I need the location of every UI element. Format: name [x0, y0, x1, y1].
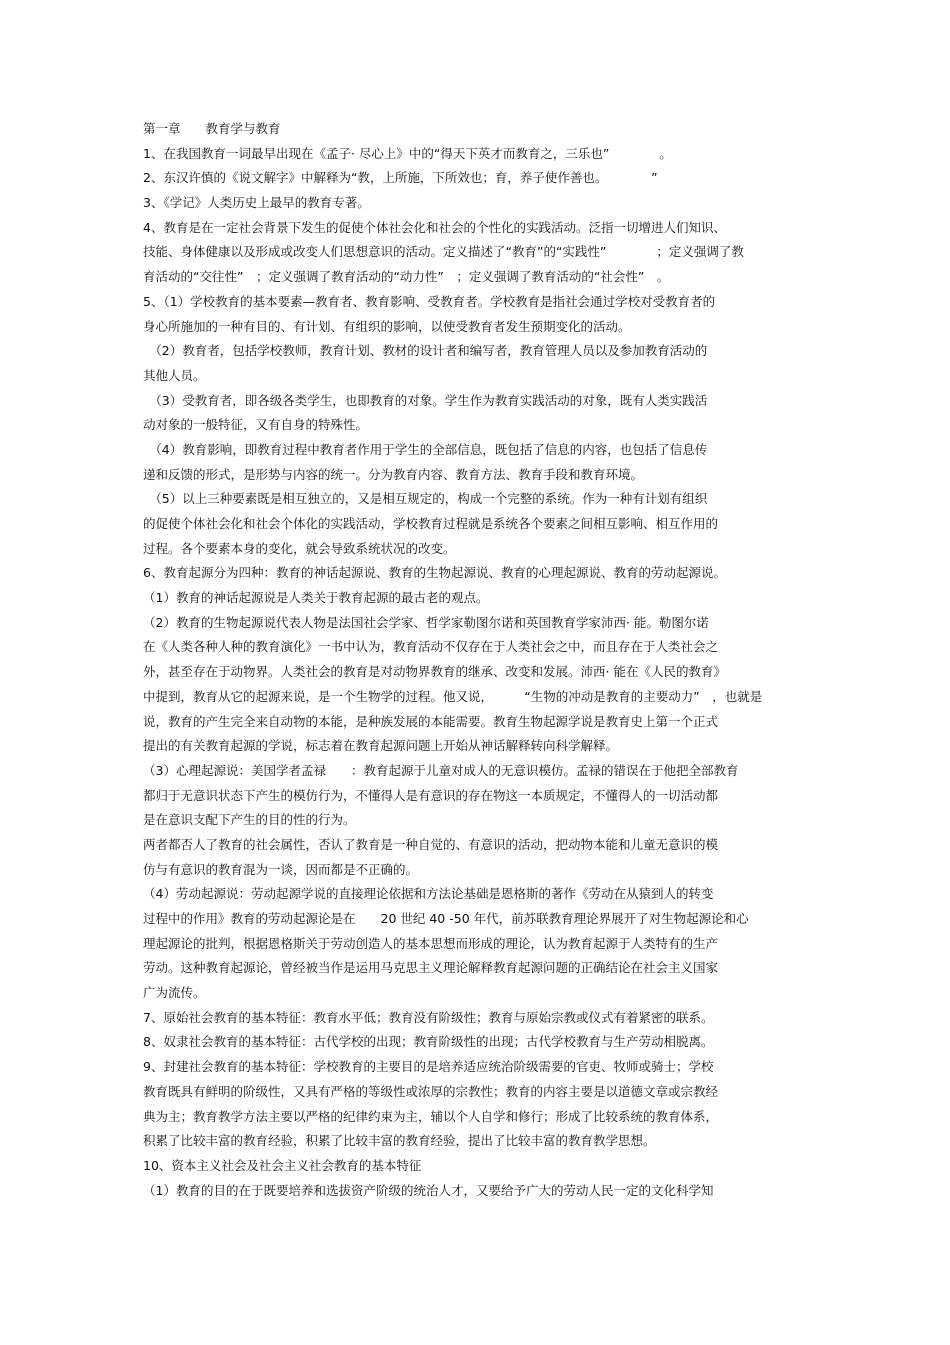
- text-line: 外，甚至存在于动物界。人类社会的教育是对动物界教育的继承、改变和发展。沛西· 能在《人民的教育》: [143, 664, 726, 680]
- text-line: 育活动的“交往性” ；定义强调了教育活动的“动力性” ；定义强调了教育活动的“社会性” 。: [143, 269, 670, 285]
- text-line: 1、在我国教育一词最早出现在《孟子· 尽心上》中的“得天下英才而教育之，三乐也” 。: [143, 145, 672, 161]
- text-line: 8、奴隶社会教育的基本特征：古代学校的出现；教育阶级性的出现；古代学校教育与生产劳动相脱离。: [143, 1034, 714, 1050]
- text-line: 3、《学记》人类历史上最早的教育专著。: [143, 195, 370, 211]
- text-line: 提出的有关教育起源的学说，标志着在教育起源问题上开始从神话解释转向科学解释。: [143, 738, 619, 754]
- text-line: 在《人类各种人种的教育演化》一书中认为，教育活动不仅存在于人类社会之中，而且存在于人类社会之: [143, 639, 719, 655]
- text-line: 典为主；教育教学方法主要以严格的纪律约束为主，辅以个人自学和修行；形成了比较系统的教育体系，: [143, 1108, 719, 1124]
- text-line: 广为流传。: [143, 985, 206, 1001]
- text-line: （1）教育的神话起源说是人类关于教育起源的最古老的观点。: [143, 590, 489, 606]
- document-body: [143, 117, 808, 1203]
- text-line: 9、封建社会教育的基本特征：学校教育的主要目的是培养适应统治阶级需要的官吏、牧师或骑士；学校: [143, 1059, 714, 1075]
- text-line: 技能、身体健康以及形成或改变人们思想意识的活动。定义描述了“教育”的“实践性” ；定义强调了教: [143, 244, 744, 260]
- text-line: 身心所施加的一种有目的、有计划、有组织的影响，以使受教育者发生预期变化的活动。: [143, 318, 631, 334]
- text-line: 4、教育是在一定社会背景下发生的促使个体社会化和社会的个性化的实践活动。泛指一切增进人们知识、: [143, 219, 726, 235]
- text-line: 教育既具有鲜明的阶级性，又具有严格的等级性或浓厚的宗教性；教育的内容主要是以道德文章或宗教经: [143, 1083, 719, 1099]
- text-line: （5）以上三种要素既是相互独立的，又是相互规定的，构成一个完整的系统。作为一种有计划有组织: [143, 491, 708, 507]
- text-line: 两者都否人了教育的社会属性，否认了教育是一种自觉的、有意识的活动，把动物本能和儿童无意识的模: [143, 836, 719, 852]
- text-line: 递和反馈的形式，是形势与内容的统一。分为教育内容、教育方法、教育手段和教育环境。: [143, 466, 644, 482]
- text-line: 5、（1）学校教育的基本要素—教育者、教育影响、受教育者。学校教育是指社会通过学校对受教育者的: [143, 293, 716, 309]
- chapter-title: 第一章 教育学与教育: [143, 121, 281, 136]
- text-line: 中提到，教育从它的起源来说，是一个生物学的过程。他又说， “生物的冲动是教育的主要动力” ，也就是: [143, 688, 763, 704]
- text-line: 其他人员。: [143, 367, 206, 383]
- text-line: 10、资本主义社会及社会主义社会教育的基本特征: [143, 1157, 422, 1173]
- text-line: （2）教育的生物起源说代表人物是法国社会学家、哲学家勒图尔诺和英国教育学家沛西· 能。勒图尔诺: [143, 614, 709, 630]
- text-line: 过程中的作用》教育的劳动起源论是在 20 世纪 40 -50 年代，前苏联教育理论界展开了对生物起源论和心: [143, 911, 749, 926]
- text-line: 6、教育起源分为四种：教育的神话起源说、教育的生物起源说、教育的心理起源说、教育的劳动起源说。: [143, 565, 726, 581]
- text-line: （4）劳动起源说：劳动起源学说的直接理论依据和方法论基础是恩格斯的著作《劳动在从猿到人的转变: [143, 886, 714, 902]
- text-line: （1）教育的目的在于既要培养和选拔资产阶级的统治人才，又要给予广大的劳动人民一定的文化科学知: [143, 1182, 714, 1198]
- text-line: 动对象的一般特征，又有自身的特殊性。: [143, 417, 369, 433]
- text-line: 7、原始社会教育的基本特征：教育水平低；教育没有阶级性；教育与原始宗教或仪式有着紧密的联系。: [143, 1009, 714, 1025]
- text-line: 劳动。这种教育起源论，曾经被当作是运用马克思主义理论解释教育起源问题的正确结论在社会主义国家: [143, 960, 719, 976]
- text-line: （3）受教育者，即各级各类学生，也即教育的对象。学生作为教育实践活动的对象，既有人类实践活: [143, 392, 708, 408]
- text-line: 说，教育的产生完全来自动物的本能，是种族发展的本能需要。教育生物起源学说是教育史上第一个正式: [143, 713, 719, 729]
- text-line: 仿与有意识的教育混为一谈，因而都是不正确的。: [143, 861, 419, 877]
- text-line: （4）教育影响，即教育过程中教育者作用于学生的全部信息，既包括了信息的内容，也包括了信息传: [143, 441, 708, 457]
- text-line: 都归于无意识状态下产生的模仿行为，不懂得人是有意识的存在物这一本质规定，不懂得人的一切活动都: [143, 787, 719, 803]
- text-line: （2）教育者，包括学校教师，教育计划、教材的设计者和编写者，教育管理人员以及参加教育活动的: [143, 343, 708, 359]
- text-line: 理起源论的批判，根据恩格斯关于劳动创造人的基本思想而形成的理论，认为教育起源于人类特有的生产: [143, 935, 719, 951]
- text-line: 过程。各个要素本身的变化，就会导致系统状况的改变。: [143, 540, 456, 556]
- text-line: 积累了比较丰富的教育经验，积累了比较丰富的教育经验，提出了比较丰富的教育教学思想。: [143, 1133, 656, 1149]
- text-line: 的促使个体社会化和社会个体化的实践活动，学校教育过程就是系统各个要素之间相互影响、相互作用的: [143, 516, 719, 531]
- text-line: 2、东汉许慎的《说文解字》中解释为“教，上所施，下所效也；育，养子使作善也。 ”: [143, 170, 658, 186]
- text-line: （3）心理起源说：美国学者孟禄 ：教育起源于儿童对成人的无意识模仿。孟禄的错误在于他把全部教育: [143, 762, 739, 778]
- text-line: 是在意识支配下产生的目的性的行为。: [143, 812, 356, 828]
